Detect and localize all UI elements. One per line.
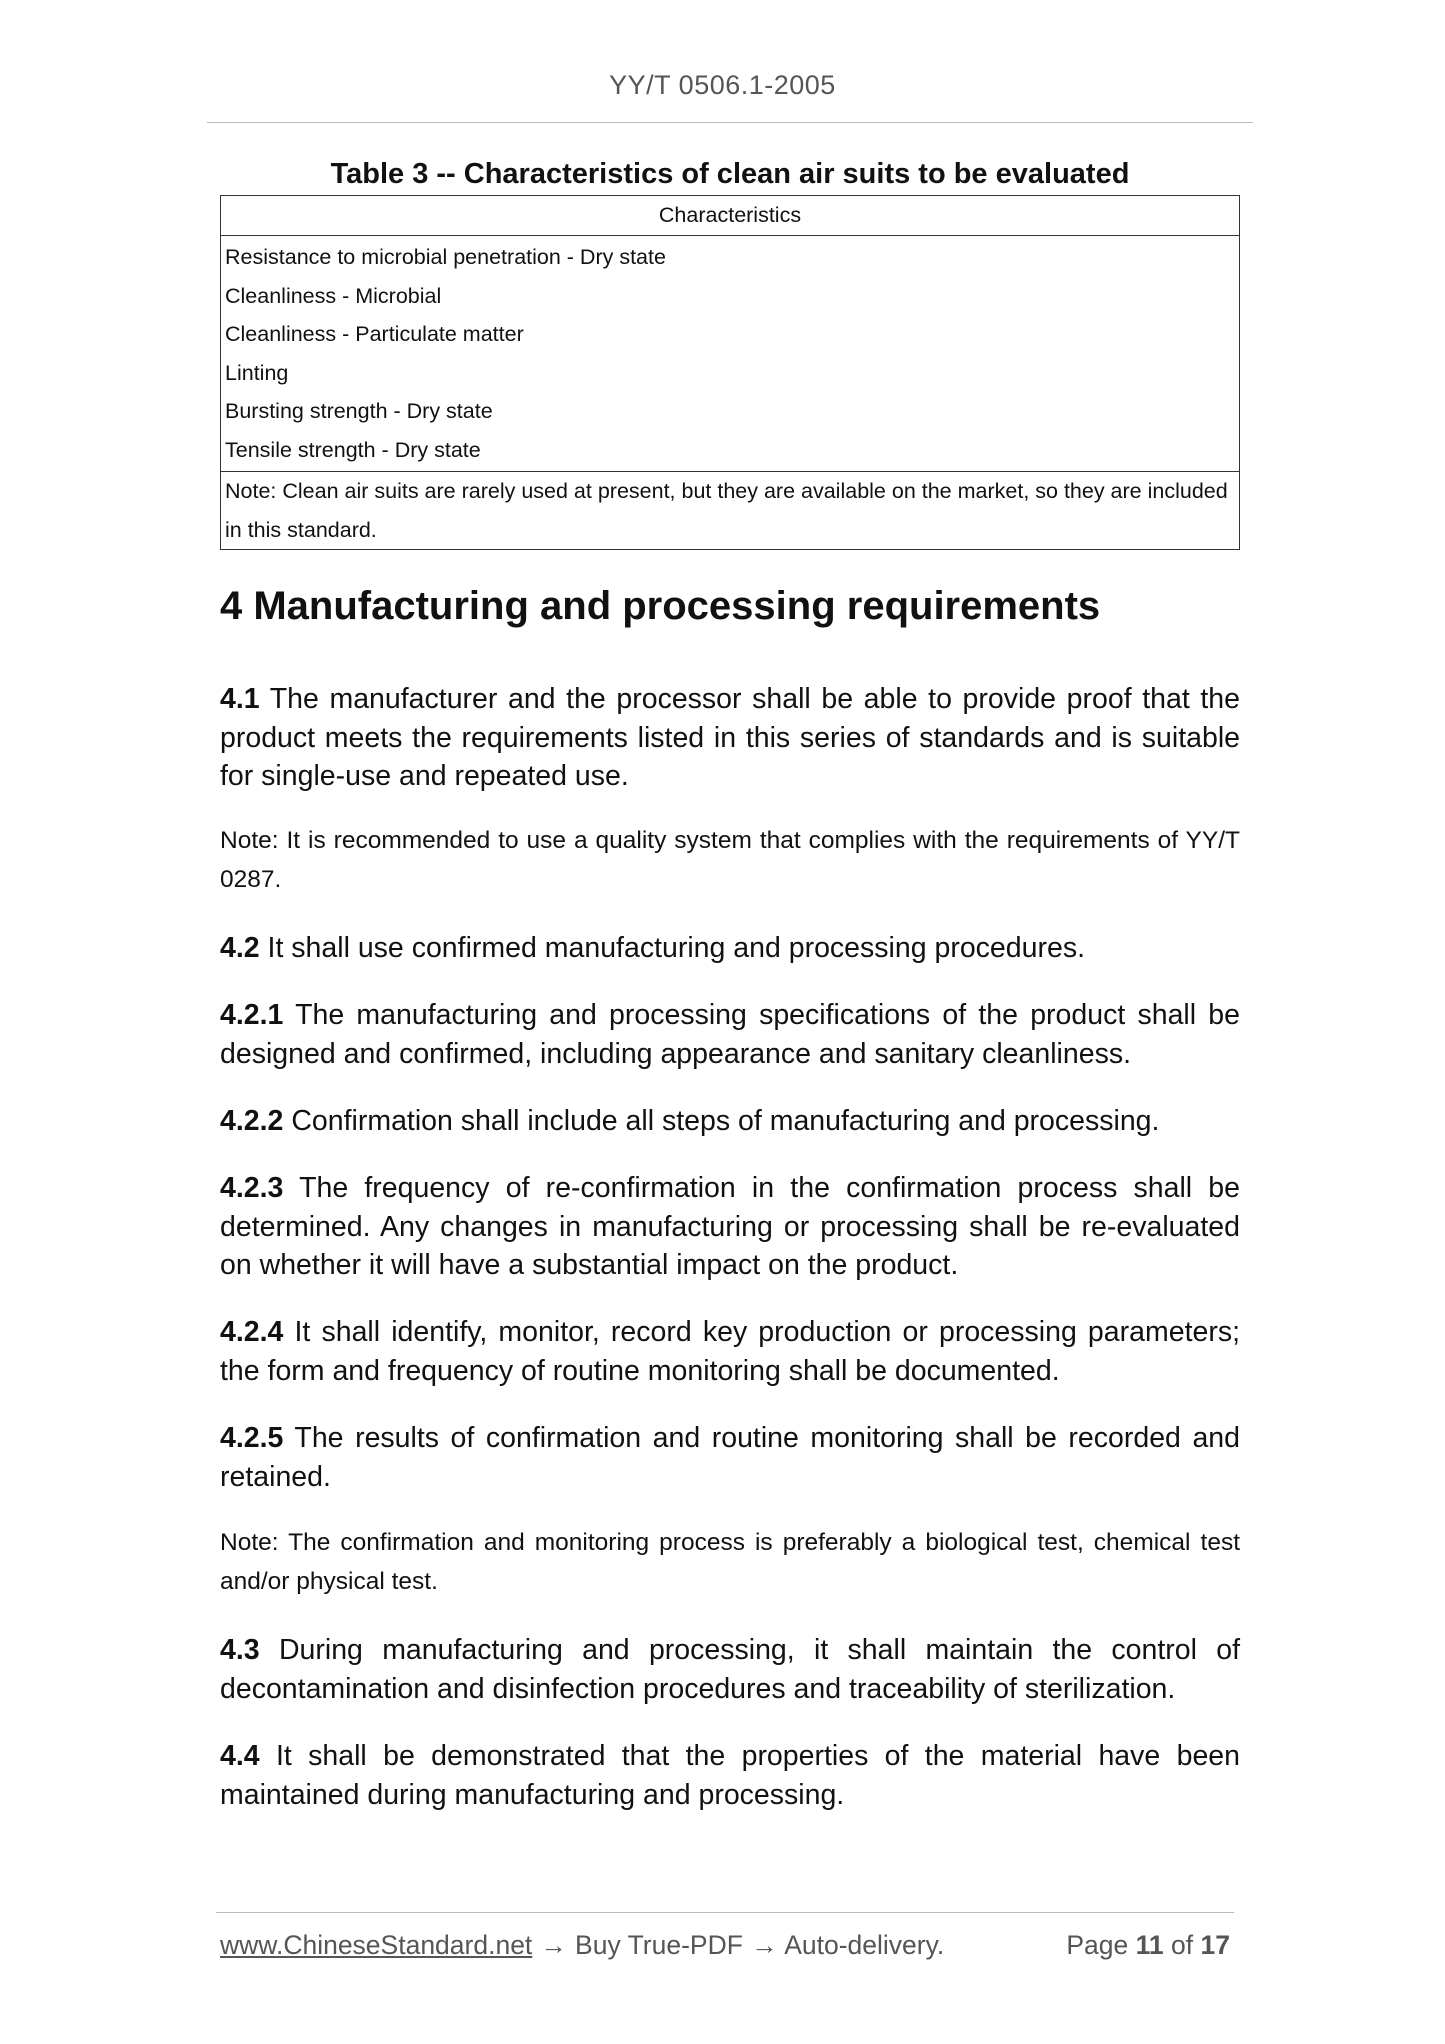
clause-number: 4.4 — [220, 1740, 260, 1772]
clause-4-2-3 — [220, 1169, 1240, 1285]
clause-4-2-5 — [220, 1419, 1240, 1496]
clause-number: 4.2.5 — [220, 1422, 284, 1454]
page-current: 11 — [1135, 1930, 1164, 1960]
clause-number: 4.2.3 — [220, 1172, 284, 1204]
table-row: Cleanliness - Particulate matter — [225, 322, 524, 346]
footer-divider — [216, 1912, 1234, 1913]
clause-number: 4.2.2 — [220, 1105, 284, 1137]
clause-number: 4.2.1 — [220, 999, 284, 1031]
clause-4-2-2 — [220, 1102, 1240, 1141]
note-confirmation-process: Note: The confirmation and monitoring process is preferably a biological test, chemical test and/or physical test. — [220, 1529, 1240, 1595]
page-number — [1066, 1930, 1230, 1961]
table-column-header: Characteristics — [221, 196, 1239, 236]
document-id-header: YY/T 0506.1-2005 — [609, 70, 836, 100]
clause-text: It shall identify, monitor, record key production or processing parameters; the form and frequency of routine monitoring shall be documented. — [220, 1316, 1240, 1387]
clause-text: It shall be demonstrated that the properties of the material have been maintained during manufacturing and processing. — [220, 1740, 1240, 1811]
page-total: 17 — [1200, 1930, 1230, 1960]
clause-text: The manufacturer and the processor shall be able to provide proof that the product meets the requirements listed in this series of standards and is suitable for single-use and repeated use. — [220, 683, 1240, 792]
table-body — [221, 236, 1239, 472]
buy-pdf-text: Buy True-PDF — [575, 1930, 743, 1960]
note-quality-system: Note: It is recommended to use a quality system that complies with the requirements of YY/T 0287. — [220, 827, 1240, 893]
clause-4-4 — [220, 1737, 1240, 1814]
clause-4-2-1 — [220, 996, 1240, 1073]
page-label: Page — [1066, 1930, 1129, 1960]
section-heading: 4 Manufacturing and processing requirements — [220, 584, 1101, 628]
header-divider — [207, 122, 1253, 123]
arrow-right-icon: → — [751, 1930, 778, 1960]
clause-4-2 — [220, 929, 1240, 968]
clause-4-1 — [220, 680, 1240, 796]
clause-text: During manufacturing and processing, it shall maintain the control of decontamination and disinfection procedures and traceability of sterilization. — [220, 1634, 1241, 1705]
clause-4-3 — [220, 1631, 1240, 1708]
clause-text: Confirmation shall include all steps of manufacturing and processing. — [291, 1105, 1160, 1137]
website-link[interactable]: www.ChineseStandard.net — [220, 1930, 533, 1960]
table-row: Bursting strength - Dry state — [225, 399, 493, 423]
clause-number: 4.2 — [220, 932, 260, 964]
clause-number: 4.2.4 — [220, 1316, 284, 1348]
table-row: Linting — [225, 360, 289, 385]
arrow-right-icon: → — [540, 1930, 567, 1960]
clause-number: 4.3 — [220, 1634, 260, 1666]
of-label: of — [1171, 1930, 1194, 1960]
table-row: Tensile strength - Dry state — [225, 437, 481, 462]
clause-text: The manufacturing and processing specifications of the product shall be designed and confirmed, including appearance and sanitary cleanliness. — [220, 999, 1241, 1070]
characteristics-table — [220, 195, 1240, 550]
clause-text: The frequency of re-confirmation in the confirmation process shall be determined. Any changes in manufacturing or processing shall be re-evaluated on whether it will have a substantial impact on the product. — [220, 1172, 1241, 1281]
clause-4-2-4 — [220, 1313, 1240, 1390]
clause-number: 4.1 — [220, 683, 260, 715]
table-row: Cleanliness - Microbial — [225, 283, 442, 308]
clause-text: It shall use confirmed manufacturing and processing procedures. — [267, 932, 1085, 964]
table-title: Table 3 -- Characteristics of clean air suits to be evaluated — [330, 158, 1130, 190]
table-row: Resistance to microbial penetration - Dry state — [225, 245, 666, 269]
auto-delivery-text: Auto-delivery. — [784, 1930, 945, 1960]
clause-text: The results of confirmation and routine monitoring shall be recorded and retained. — [220, 1422, 1240, 1493]
table-note: Note: Clean air suits are rarely used at present, but they are available on the market, so they are included in this standard. — [225, 479, 1228, 542]
page-footer — [220, 1930, 1230, 1961]
